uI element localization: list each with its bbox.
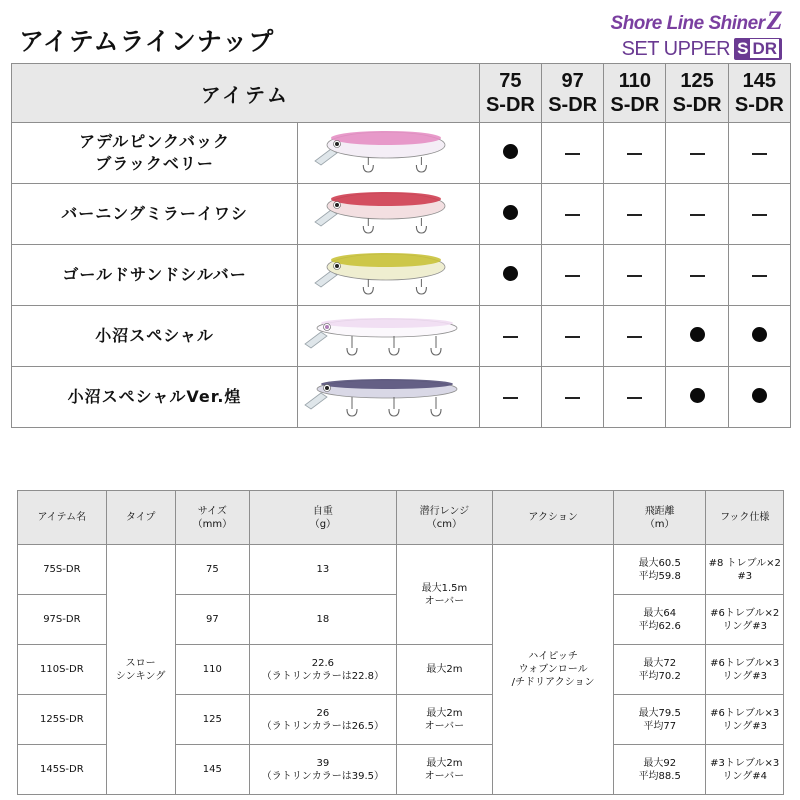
size-num: 125 <box>680 70 714 92</box>
spec-header-label: アイテム名 <box>37 512 87 523</box>
spec-hook-line: #6トレブル×3 <box>710 707 780 719</box>
spec-weight-main: 26 <box>316 707 330 719</box>
spec-header-label: タイプ <box>125 512 156 523</box>
spec-header-unit: （m） <box>644 518 675 530</box>
spec-distance-avg: 平均88.5 <box>638 770 681 782</box>
spec-range-line: 最大2m <box>426 757 463 769</box>
available-dot <box>479 245 541 306</box>
spec-hook <box>706 745 784 795</box>
spec-range-line: オーバー <box>424 770 465 782</box>
spec-range-line: 最大2m <box>426 707 463 719</box>
lure-image <box>298 306 480 367</box>
spec-hook-line: リング#3 <box>722 620 767 632</box>
size-type: S-DR <box>672 94 722 116</box>
dot-icon <box>690 388 705 403</box>
spec-header-label: 飛距離 <box>644 505 675 517</box>
unavailable-dash <box>728 184 790 245</box>
page-title: アイテムラインナップ <box>19 27 275 56</box>
spec-distance <box>613 645 705 695</box>
lineup-row <box>12 184 791 245</box>
spec-distance-max: 最大60.5 <box>638 557 681 569</box>
unavailable-dash <box>542 123 604 184</box>
size-num: 145 <box>742 70 777 92</box>
lure-image <box>298 123 480 184</box>
unavailable-dash <box>542 367 604 428</box>
unavailable-dash <box>666 245 728 306</box>
spec-weight <box>250 745 396 795</box>
dash-icon <box>690 214 705 216</box>
available-dot <box>666 367 728 428</box>
spec-header-cell <box>706 491 784 545</box>
dash-icon <box>565 275 580 277</box>
item-name <box>12 184 298 245</box>
brand-subtitle <box>622 38 782 60</box>
spec-size: 97 <box>175 595 250 645</box>
spec-item-name: 125S-DR <box>18 695 107 745</box>
item-name-line: アデルピンクバック <box>79 132 230 151</box>
spec-distance-max: 最大79.5 <box>638 707 681 719</box>
spec-hook <box>706 595 784 645</box>
dash-icon <box>690 153 705 155</box>
spec-header-label: アクション <box>528 512 578 523</box>
spec-hook <box>706 645 784 695</box>
spec-distance-max: 最大72 <box>643 657 677 669</box>
lure-image <box>298 245 480 306</box>
unavailable-dash <box>542 245 604 306</box>
lineup-header-size <box>542 64 604 123</box>
dash-icon <box>627 214 642 216</box>
dot-icon <box>752 327 767 342</box>
brand-logo-text <box>611 6 782 36</box>
spec-row <box>18 545 784 595</box>
spec-weight <box>250 695 396 745</box>
unavailable-dash <box>666 184 728 245</box>
dash-icon <box>627 275 642 277</box>
spec-size: 75 <box>175 545 250 595</box>
brand-badge-s: S <box>737 39 749 58</box>
spec-header-cell <box>18 491 107 545</box>
spec-header-cell <box>250 491 396 545</box>
dash-icon <box>565 153 580 155</box>
lineup-header-size <box>728 64 790 123</box>
size-type: S-DR <box>734 94 784 116</box>
lineup-header-item: アイテム <box>12 64 480 123</box>
item-name-line: 小沼スペシャルVer.煌 <box>67 387 242 406</box>
spec-weight-note: （ラトリンカラーは26.5） <box>261 720 385 732</box>
spec-size: 145 <box>175 745 250 795</box>
unavailable-dash <box>604 123 666 184</box>
spec-distance <box>613 695 705 745</box>
brand-sub-label: SET UPPER <box>621 37 731 60</box>
unavailable-dash <box>728 245 790 306</box>
dash-icon <box>627 336 642 338</box>
spec-distance-max: 最大64 <box>643 607 677 619</box>
spec-distance <box>613 745 705 795</box>
spec-distance-avg: 平均70.2 <box>638 670 681 682</box>
spec-weight-main: 13 <box>316 564 330 575</box>
dash-icon <box>503 336 518 338</box>
spec-hook-line: #8 トレブル×2 <box>708 557 781 569</box>
unavailable-dash <box>479 306 541 367</box>
spec-distance-max: 最大92 <box>643 757 677 769</box>
dash-icon <box>752 214 767 216</box>
lure-icon <box>303 306 473 362</box>
lineup-row <box>12 123 791 184</box>
unavailable-dash <box>604 184 666 245</box>
spec-hook <box>706 545 784 595</box>
lure-icon <box>303 245 473 301</box>
size-type: S-DR <box>610 94 660 116</box>
brand-badge <box>734 38 782 60</box>
spec-weight <box>250 595 396 645</box>
spec-range <box>396 645 493 695</box>
lineup-header-row <box>12 64 791 123</box>
available-dot <box>479 123 541 184</box>
size-num: 97 <box>561 70 584 92</box>
item-name-line: 小沼スペシャル <box>95 326 214 345</box>
spec-distance-avg: 平均59.8 <box>638 570 681 582</box>
spec-hook-line: #3 <box>737 570 753 582</box>
item-name <box>12 367 298 428</box>
spec-item-name: 75S-DR <box>18 545 107 595</box>
spec-weight-main: 22.6 <box>311 657 335 669</box>
lineup-table <box>11 63 791 428</box>
lineup-row <box>12 245 791 306</box>
dash-icon <box>627 397 642 399</box>
dot-icon <box>503 144 518 159</box>
unavailable-dash <box>479 367 541 428</box>
lure-icon <box>303 123 473 179</box>
unavailable-dash <box>542 184 604 245</box>
spec-type <box>106 545 175 795</box>
spec-distance-avg: 平均77 <box>643 720 677 732</box>
spec-item-name: 145S-DR <box>18 745 107 795</box>
spec-header-unit: （g） <box>309 518 337 530</box>
dot-icon <box>752 388 767 403</box>
brand-name: Shore Line Shiner <box>610 13 765 34</box>
spec-size: 110 <box>175 645 250 695</box>
spec-type-line: シンキング <box>115 670 166 682</box>
spec-header-cell <box>106 491 175 545</box>
dash-icon <box>503 397 518 399</box>
unavailable-dash <box>604 367 666 428</box>
spec-range-line: オーバー <box>424 595 465 607</box>
unavailable-dash <box>728 123 790 184</box>
lure-image <box>298 367 480 428</box>
spec-table <box>17 490 784 795</box>
spec-header-cell <box>396 491 493 545</box>
brand-mark: Z <box>766 6 782 35</box>
item-name-line: ブラックベリー <box>95 154 214 173</box>
spec-range-line: 最大2m <box>426 664 463 675</box>
spec-distance <box>613 595 705 645</box>
dot-icon <box>503 266 518 281</box>
unavailable-dash <box>542 306 604 367</box>
dash-icon <box>690 275 705 277</box>
spec-header-row <box>18 491 784 545</box>
size-type: S-DR <box>485 94 535 116</box>
available-dot <box>479 184 541 245</box>
spec-header-label: 自重 <box>312 505 333 517</box>
item-name <box>12 123 298 184</box>
spec-weight <box>250 545 396 595</box>
spec-weight-main: 18 <box>316 614 330 625</box>
size-num: 110 <box>618 70 651 92</box>
item-name <box>12 306 298 367</box>
available-dot <box>666 306 728 367</box>
spec-header-label: フック仕様 <box>720 512 770 523</box>
item-name <box>12 245 298 306</box>
spec-distance-avg: 平均62.6 <box>638 620 681 632</box>
size-num: 75 <box>499 70 522 92</box>
spec-type-line: スロー <box>125 657 156 669</box>
spec-item-name: 97S-DR <box>18 595 107 645</box>
available-dot <box>728 367 790 428</box>
spec-header-label: 潜行レンジ <box>419 505 470 517</box>
brand-badge-dr: DR <box>752 39 777 58</box>
spec-range <box>396 745 493 795</box>
size-type: S-DR <box>548 94 598 116</box>
unavailable-dash <box>604 306 666 367</box>
lure-icon <box>303 367 473 423</box>
spec-range <box>396 695 493 745</box>
spec-header-cell <box>175 491 250 545</box>
spec-hook-line: #6トレブル×3 <box>710 657 780 669</box>
spec-hook-line: リング#3 <box>722 720 767 732</box>
spec-header-label: サイズ <box>197 505 227 517</box>
dash-icon <box>565 336 580 338</box>
available-dot <box>728 306 790 367</box>
spec-header-unit: （cm） <box>426 518 463 530</box>
dash-icon <box>565 214 580 216</box>
spec-item-name: 110S-DR <box>18 645 107 695</box>
item-name-line: バーニングミラーイワシ <box>61 204 248 223</box>
item-name-line: ゴールドサンドシルバー <box>62 265 247 284</box>
spec-hook-line: リング#3 <box>722 670 767 682</box>
spec-action-line: ウォブンロール <box>518 664 588 675</box>
dash-icon <box>627 153 642 155</box>
spec-weight-note: （ラトリンカラーは39.5） <box>261 770 385 782</box>
spec-hook-line: #6トレブル×2 <box>710 607 780 619</box>
lure-icon <box>303 184 473 240</box>
spec-distance <box>613 545 705 595</box>
unavailable-dash <box>604 245 666 306</box>
unavailable-dash <box>666 123 728 184</box>
spec-header-cell <box>613 491 705 545</box>
spec-hook-line: #3トレブル×3 <box>710 757 780 769</box>
spec-hook-line: リング#4 <box>722 770 767 782</box>
spec-range-line: オーバー <box>424 720 465 732</box>
dash-icon <box>752 153 767 155</box>
lure-image <box>298 184 480 245</box>
spec-header-unit: （mm） <box>192 518 233 530</box>
spec-header-cell <box>493 491 614 545</box>
spec-weight-note: （ラトリンカラーは22.8） <box>261 670 385 682</box>
spec-range <box>396 545 493 645</box>
spec-hook <box>706 695 784 745</box>
spec-action-line: ハイピッチ <box>528 651 578 662</box>
dash-icon <box>565 397 580 399</box>
brand-logo <box>582 6 782 62</box>
spec-action-line: /チドリアクション <box>511 677 595 688</box>
lineup-header-size <box>479 64 541 123</box>
dot-icon <box>690 327 705 342</box>
lineup-row <box>12 367 791 428</box>
lineup-row <box>12 306 791 367</box>
spec-size: 125 <box>175 695 250 745</box>
lineup-header-size <box>666 64 728 123</box>
spec-action <box>493 545 614 795</box>
spec-range-line: 最大1.5m <box>421 582 468 594</box>
dash-icon <box>752 275 767 277</box>
dot-icon <box>503 205 518 220</box>
spec-weight <box>250 645 396 695</box>
lineup-header-size <box>604 64 666 123</box>
spec-weight-main: 39 <box>316 757 330 769</box>
